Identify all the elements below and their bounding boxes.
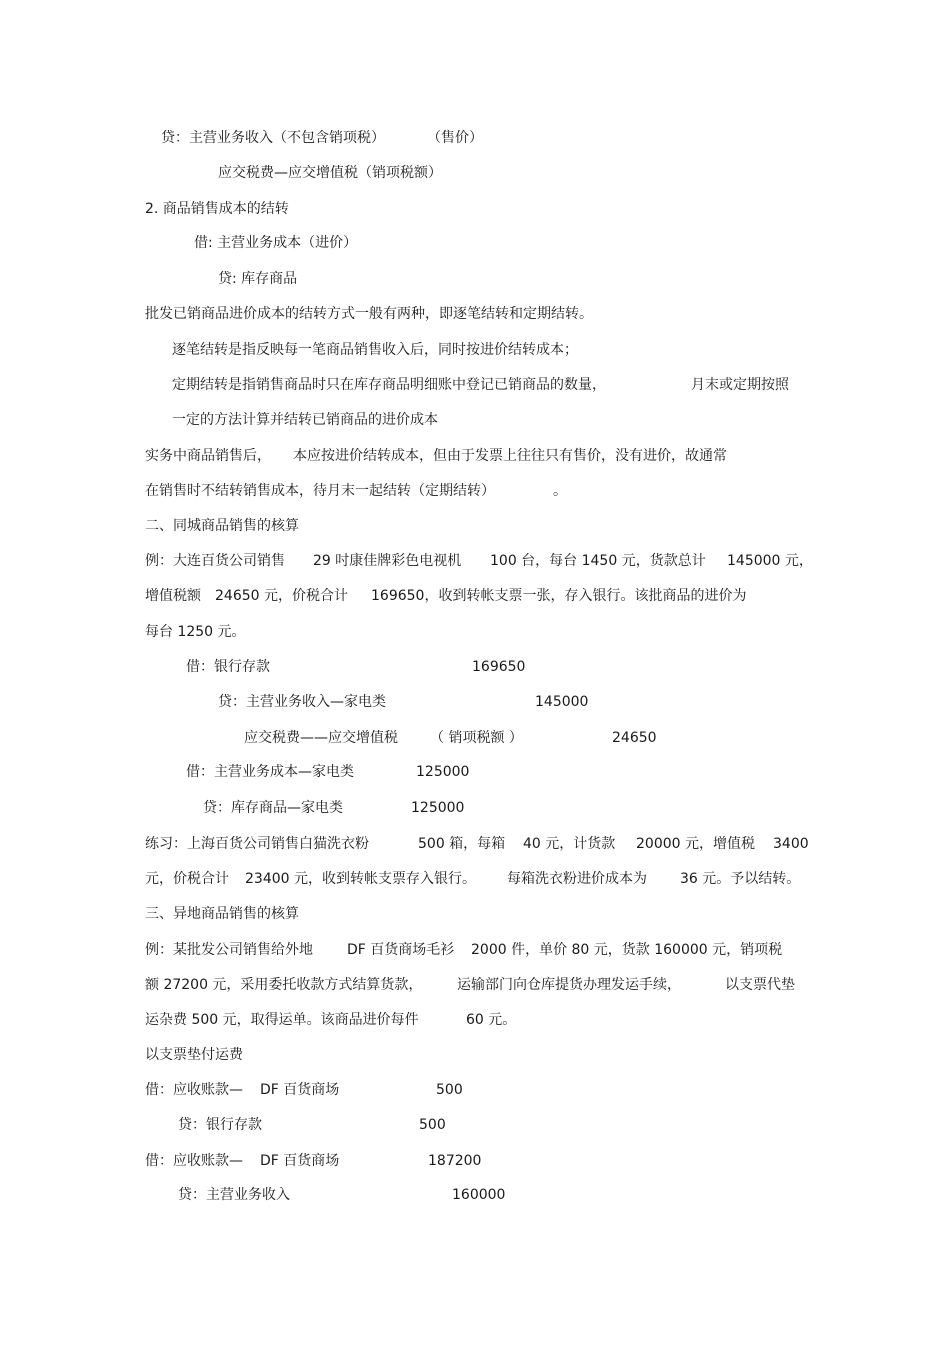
line-text: 应交税费—应交增值税（销项税额） <box>218 165 442 181</box>
line-text: 20000 元，增值税 <box>636 836 755 852</box>
line-text: 例：大连百货公司销售 <box>145 553 285 569</box>
line-text: 增值税额 <box>145 588 201 604</box>
line-text: 逐笔结转是指反映每一笔商品销售收入后，同时按进价结转成本； <box>172 342 578 358</box>
line-text: 2000 件，单价 80 元，货款 160000 元，销项税 <box>471 942 783 958</box>
entry-amount: 125000 <box>411 800 465 816</box>
line-text: 借: 主营业务成本（进价） <box>194 235 358 251</box>
line-text: 在销售时不结转销售成本，待月末一起结转（定期结转） <box>145 483 495 499</box>
entry-account: 应交税费——应交增值税 <box>244 730 398 746</box>
line-text: 本应按进价结转成本，但由于发票上往往只有售价，没有进价，故通常 <box>293 448 727 464</box>
line-text: 2. 商品销售成本的结转 <box>145 201 289 217</box>
line-text: 贷: 库存商品 <box>218 271 298 287</box>
line-text: 40 元，计货款 <box>523 836 616 852</box>
line-text: 24650 元，价税合计 <box>215 588 348 604</box>
line-text: 100 台，每台 1450 元，货款总计 <box>490 553 706 569</box>
line-text: 月末或定期按照 <box>691 377 789 393</box>
line-text: 169650，收到转帐支票一张，存入银行。该批商品的进价为 <box>371 588 747 604</box>
line-text: 每箱洗衣粉进价成本为 <box>507 871 647 887</box>
line-text: 以支票垫付运费 <box>145 1047 243 1063</box>
line-text: 运输部门向仓库提货办理发运手续， <box>457 977 681 993</box>
line-text: 每台 1250 元。 <box>145 624 246 640</box>
entry-account: 借：应收账款— <box>145 1153 243 1169</box>
entry-account: （ 销项税额 ） <box>430 730 523 746</box>
line-text: 贷：主营业务收入（不包含销项税） <box>161 130 385 146</box>
line-text: 批发已销商品进价成本的结转方式一般有两种，即逐笔结转和定期结转。 <box>145 306 593 322</box>
entry-account: 借：银行存款 <box>186 659 270 675</box>
line-text: 定期结转是指销售商品时只在库存商品明细账中登记已销商品的数量， <box>172 377 606 393</box>
entry-amount: 500 <box>436 1082 463 1098</box>
line-text: 36 元。予以结转。 <box>680 871 801 887</box>
entry-amount: 125000 <box>416 764 470 780</box>
line-text: （售价） <box>427 130 483 146</box>
entry-account: DF 百货商场 <box>260 1153 340 1169</box>
line-text: 3400 <box>773 836 809 852</box>
entry-amount: 169650 <box>472 659 526 675</box>
line-text: 二、同城商品销售的核算 <box>145 518 299 534</box>
entry-account: 贷：库存商品—家电类 <box>203 800 343 816</box>
line-text: 练习：上海百货公司销售白猫洗衣粉 <box>145 836 369 852</box>
line-text: 29 吋康佳牌彩色电视机 <box>313 553 462 569</box>
line-text: 60 元。 <box>466 1012 517 1028</box>
line-text: 23400 元，收到转帐支票存入银行。 <box>245 871 476 887</box>
line-text: 例：某批发公司销售给外地 <box>145 942 313 958</box>
entry-amount: 24650 <box>612 730 657 746</box>
line-text: 一定的方法计算并结转已销商品的进价成本 <box>172 412 438 428</box>
entry-account: 借：应收账款— <box>145 1082 243 1098</box>
entry-amount: 145000 <box>535 694 589 710</box>
line-text: 三、异地商品销售的核算 <box>145 906 299 922</box>
entry-amount: 160000 <box>452 1187 506 1203</box>
entry-account: DF 百货商场 <box>260 1082 340 1098</box>
entry-account: 贷：主营业务收入 <box>178 1187 290 1203</box>
entry-account: 贷：主营业务收入—家电类 <box>218 694 386 710</box>
line-text: 额 27200 元，采用委托收款方式结算货款， <box>145 977 423 993</box>
line-text: 145000 元， <box>727 553 813 569</box>
line-text: 运杂费 500 元，取得运单。该商品进价每件 <box>145 1012 419 1028</box>
line-text: 实务中商品销售后， <box>145 448 271 464</box>
entry-account: 借：主营业务成本—家电类 <box>186 764 354 780</box>
line-text: 元，价税合计 <box>145 871 229 887</box>
entry-account: 贷：银行存款 <box>178 1117 262 1133</box>
entry-amount: 187200 <box>428 1153 482 1169</box>
line-text: DF 百货商场毛衫 <box>347 942 455 958</box>
line-text: 以支票代垫 <box>725 977 795 993</box>
line-text: 。 <box>553 483 567 499</box>
entry-amount: 500 <box>419 1117 446 1133</box>
line-text: 500 箱，每箱 <box>418 836 506 852</box>
